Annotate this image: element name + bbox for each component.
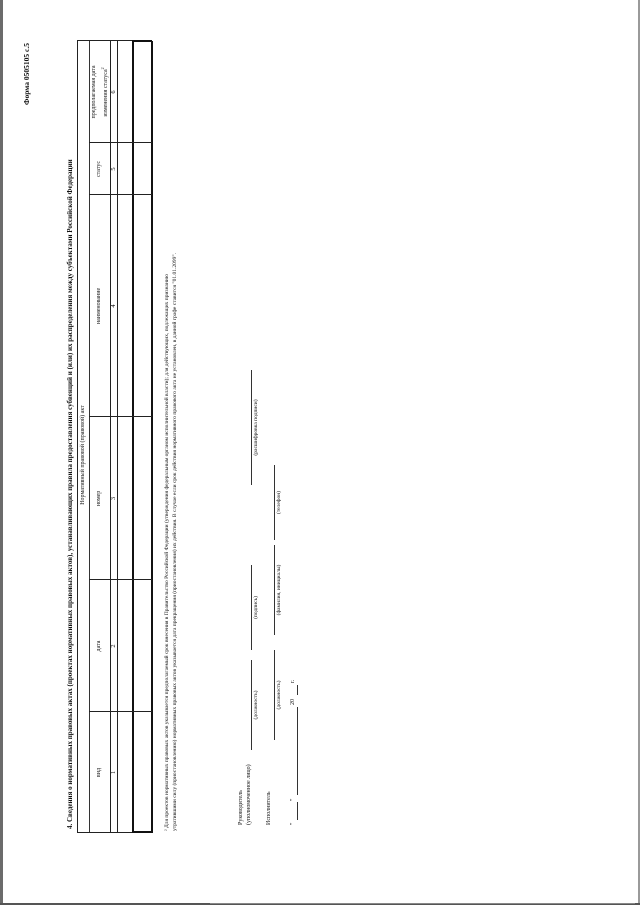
data-cell-status[interactable] bbox=[133, 143, 151, 194]
col-num-4: 4 bbox=[110, 304, 117, 308]
executor-position-caption: (должность) bbox=[276, 680, 282, 710]
head-position-caption: (должность) bbox=[253, 690, 259, 720]
executor-label: Исполнитель bbox=[266, 791, 272, 825]
col-num-5: 5 bbox=[110, 167, 117, 171]
data-cell-name[interactable] bbox=[133, 195, 151, 416]
col-header-name: наименование bbox=[96, 287, 102, 325]
col-header-number: номер bbox=[96, 490, 102, 507]
col-num-6: 6 bbox=[110, 90, 117, 94]
footnote-line-2: утратившими силу (приостановлению) нормативных правовых актов указывается дата прекращения (приостановления) их действия. В случае если срок действия нормативного правового акта не установлен, в данной графе ставится "01.01.2099". bbox=[172, 252, 178, 831]
col-header-type: вид bbox=[96, 767, 102, 778]
data-cell-number[interactable] bbox=[133, 417, 151, 579]
executor-name-caption: (фамилия, инициалы) bbox=[276, 564, 282, 616]
col-header-date: дата bbox=[96, 640, 102, 652]
date-year-suffix: г. bbox=[290, 679, 296, 683]
group-header: Нормативный правовой (правовой) акт bbox=[80, 405, 86, 505]
head-decoding-caption: (расшифровка подписи) bbox=[253, 399, 259, 456]
date-open-quote: " bbox=[290, 822, 296, 825]
head-signature-caption: (подпись) bbox=[253, 596, 259, 619]
date-year-prefix: 20 bbox=[290, 699, 296, 705]
form-code: Форма 0505105 с.5 bbox=[22, 42, 31, 105]
col-header-expected-date-line2: изменения статуса$^2$ bbox=[100, 67, 109, 117]
date-close-quote: " bbox=[290, 798, 296, 801]
head-label-line2: (уполномоченное лицо) bbox=[246, 764, 252, 825]
executor-phone-caption: (телефон) bbox=[276, 490, 282, 515]
col-header-expected-date-line1: предполагаемая дата bbox=[91, 65, 97, 119]
data-cell-type[interactable] bbox=[133, 712, 151, 831]
footnote-line-1: ² Для проектов нормативных правовых актов указывается предполагаемый срок внесения в Правительство Российской Федерации (утверждения федеральным органом исполнительной власти); для действующих, подлежащих признанию bbox=[164, 274, 170, 831]
col-num-2: 2 bbox=[110, 644, 117, 648]
head-label-line1: Руководитель bbox=[238, 790, 244, 825]
data-cell-date[interactable] bbox=[133, 580, 151, 711]
col-header-status: статус bbox=[96, 160, 102, 178]
col-num-3: 3 bbox=[110, 496, 117, 501]
section-title: 4. Сведения о нормативных правовых актах (проектах нормативных правовых актов), устанавливающих правила предоставления субвенций и (или) их распределения между субъектами Российской Федерации bbox=[66, 159, 74, 829]
data-cell-expected-date[interactable] bbox=[133, 42, 151, 142]
col-num-1: 1 bbox=[110, 770, 117, 775]
